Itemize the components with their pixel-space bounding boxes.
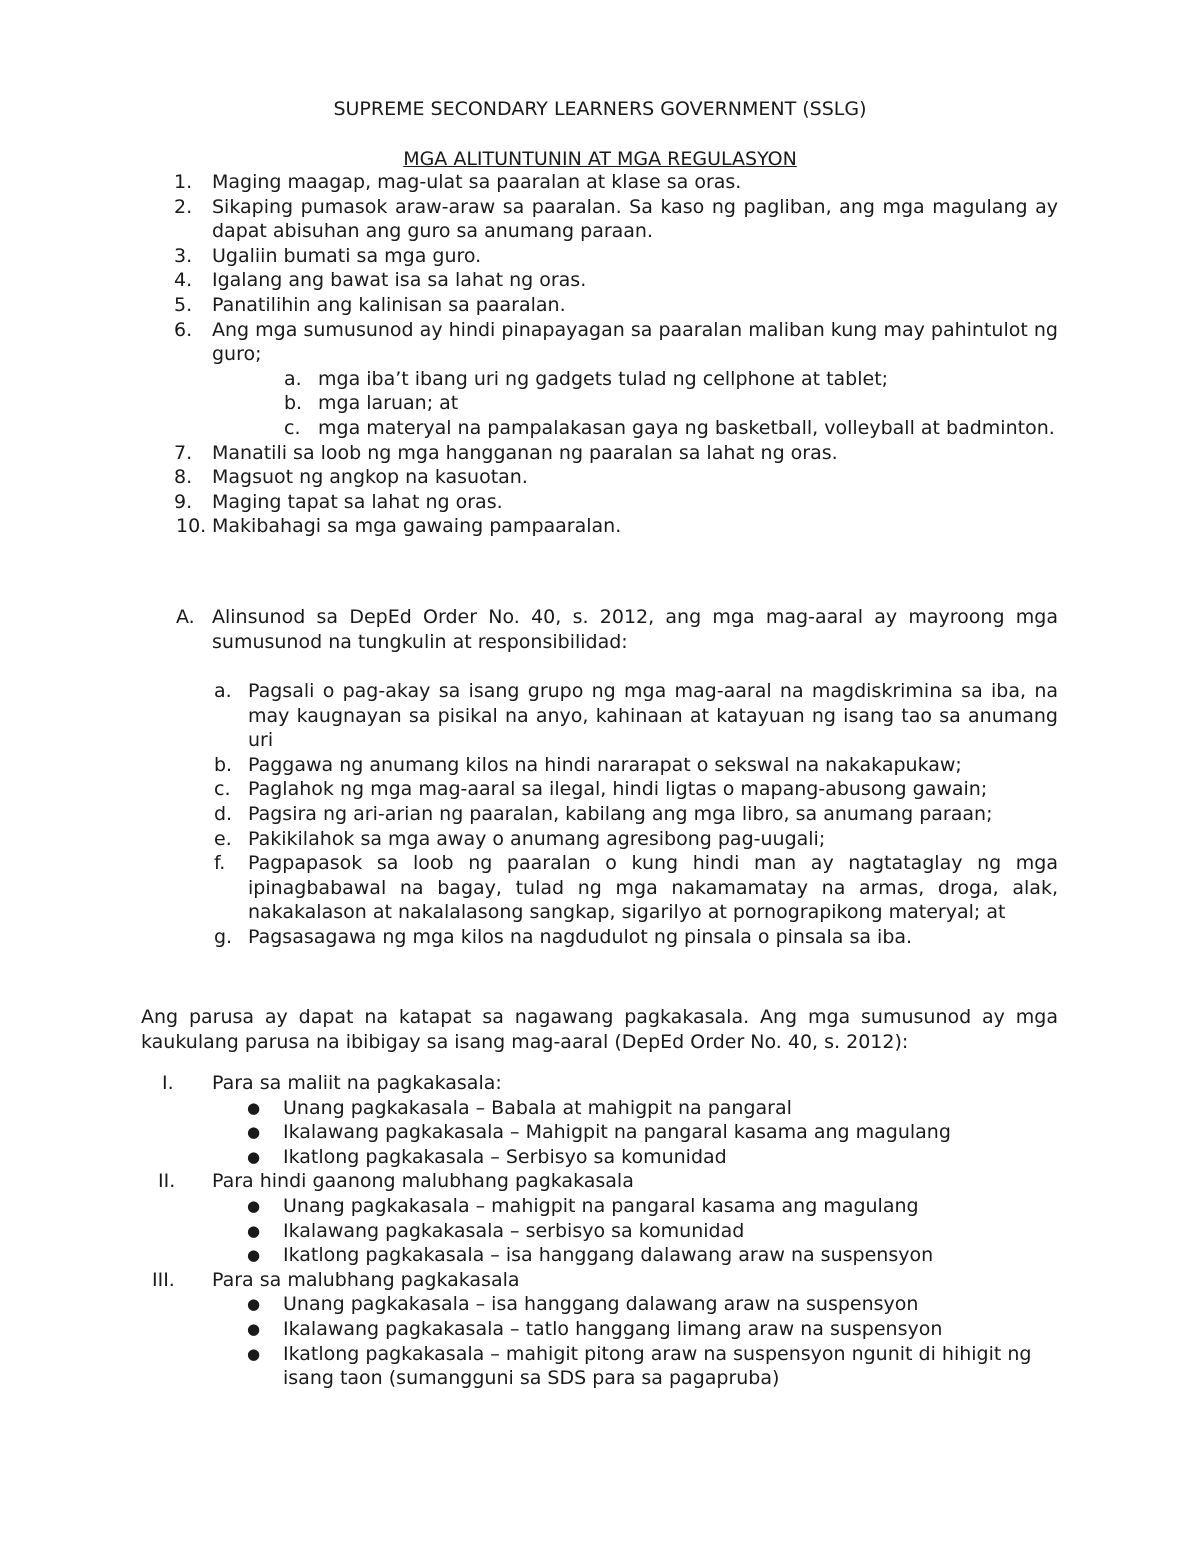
document-title: SUPREME SECONDARY LEARNERS GOVERNMENT (SSLG) (333, 98, 867, 120)
penalty-heading (152, 1268, 1058, 1293)
section-a-item-text: Pakikilahok sa mga away o anumang agresibong pag-uugali; (248, 827, 826, 850)
section-a-item-text: Pagpapasok sa loob ng paaralan o kung hindi man ay nagtataglay ng mga ipinagbabawal na bagay, tulad ng mga nakamamatay na armas, droga, alak, nakakalason at nakalalasong sangkap, sigarilyo at pornograpikong materyal; at (248, 852, 1058, 924)
penalty-item (247, 1317, 1058, 1342)
section-a-letter: d. (214, 802, 233, 825)
penalty-item (247, 1292, 1058, 1317)
section-a-item-text: Paglahok ng mga mag-aaral sa ilegal, hindi ligtas o mapang-abusong gawain; (248, 778, 988, 801)
section-a-list (0, 679, 1200, 950)
rule-number: 6. (174, 318, 193, 341)
penalty-item (247, 1219, 1058, 1244)
penalty-item-text: Ikatlong pagkakasala – mahigit pitong araw na suspensyon ngunit di hihigit ng isang taon (sumangguni sa SDS para sa pagapruba) (283, 1342, 1032, 1390)
penalty-intro-text: Ang parusa ay dapat na katapat sa nagawang pagkakasala. Ang mga sumusunod ay mga kaukulang parusa na ibibigay sa isang mag-aaral (DepEd Order No. 40, s. 2012): (141, 1006, 1058, 1053)
rule-text: Ang mga sumusunod ay hindi pinapayagan sa paaralan maliban kung may pahintulot ng guro; (212, 318, 1058, 366)
section-a-letter: e. (214, 827, 232, 850)
document-subtitle: MGA ALITUNTUNIN AT MGA REGULASYON (403, 148, 797, 170)
penalty-item-text: Unang pagkakasala – isa hanggang dalawang araw na suspensyon (283, 1293, 919, 1316)
section-a-text: Alinsunod sa DepEd Order No. 40, s. 2012, ang mga mag-aaral ay mayroong mga sumusunod na tungkulin at responsibilidad: (212, 606, 1058, 653)
rule-number: 1. (174, 171, 193, 193)
section-a-letter: b. (214, 753, 233, 776)
bullet-icon: ● (247, 1246, 261, 1265)
penalty-heading-text: Para sa malubhang pagkakasala (212, 1268, 520, 1291)
rule-number: 4. (174, 269, 193, 292)
penalty-intro (0, 1005, 1200, 1054)
bullet-icon: ● (247, 1147, 261, 1166)
rule-item (174, 170, 1058, 195)
section-a-item-text: Paggawa ng anumang kilos na hindi nararapat o sekswal na nakakapukaw; (248, 753, 962, 776)
rule-item (174, 490, 1058, 515)
bullet-icon: ● (247, 1319, 261, 1338)
penalty-heading-text: Para sa maliit na pagkakasala: (212, 1072, 502, 1094)
penalty-heading (158, 1169, 1058, 1194)
rule-text: Maging tapat sa lahat ng oras. (212, 490, 503, 513)
section-a (0, 605, 1200, 654)
bullet-icon: ● (247, 1123, 261, 1142)
penalty-item-text: Unang pagkakasala – Babala at mahigpit na pangaral (283, 1096, 792, 1119)
penalty-heading (162, 1071, 1058, 1096)
rules-list (0, 170, 1200, 539)
rule-text: Igalang ang bawat isa sa lahat ng oras. (212, 269, 587, 292)
section-a-item (214, 802, 1058, 827)
section-a-letter: a. (214, 680, 232, 702)
penalty-roman: I. (162, 1072, 174, 1094)
rule-item (174, 268, 1058, 293)
rule-number: 2. (174, 195, 193, 218)
section-a-paragraph (176, 605, 1058, 654)
section-a-item-text: Pagsasagawa ng mga kilos na nagdudulot ng pinsala o pinsala sa iba. (248, 925, 913, 948)
rule-sub-item (284, 391, 1058, 416)
section-a-marker: A. (176, 606, 195, 628)
rule-sub-letter: a. (284, 367, 302, 390)
rule-number: 10. (176, 515, 207, 538)
section-a-item (214, 827, 1058, 852)
penalty-heading-text: Para hindi gaanong malubhang pagkakasala (212, 1170, 634, 1193)
penalty-item (247, 1342, 1058, 1391)
rule-text: Sikaping pumasok araw-araw sa paaralan. Sa kaso ng pagliban, ang mga magulang ay dapat abisuhan ang guro sa anumang paraan. (212, 195, 1058, 243)
penalty-item (247, 1243, 1058, 1268)
section-a-item (214, 777, 1058, 802)
penalty-item-text: Ikatlong pagkakasala – isa hanggang dalawang araw na suspensyon (283, 1244, 934, 1267)
rule-item (174, 465, 1058, 490)
rule-number: 9. (174, 490, 193, 513)
section-a-letter: c. (214, 778, 231, 801)
rule-sub-letter: c. (284, 416, 301, 439)
penalty-item-text: Ikalawang pagkakasala – tatlo hanggang limang araw na suspensyon (283, 1317, 943, 1340)
section-a-item (214, 851, 1058, 925)
rule-sub-text: mga laruan; at (318, 392, 459, 415)
section-a-item (214, 753, 1058, 778)
bullet-icon: ● (247, 1221, 261, 1240)
section-a-item (214, 679, 1058, 753)
rule-text: Maging maagap, mag-ulat sa paaralan at klase sa oras. (212, 171, 742, 193)
penalty-item (247, 1096, 1058, 1121)
bullet-icon: ● (247, 1196, 261, 1215)
penalty-item-text: Ikatlong pagkakasala – Serbisyo sa komunidad (283, 1145, 727, 1168)
rule-sub-item (284, 416, 1058, 441)
rule-number: 3. (174, 244, 193, 267)
penalty-list (0, 1071, 1200, 1391)
penalty-item (247, 1194, 1058, 1219)
rule-item (174, 244, 1058, 269)
penalty-item-text: Ikalawang pagkakasala – Mahigpit na pangaral kasama ang magulang (283, 1121, 951, 1144)
penalty-item (247, 1145, 1058, 1170)
rule-number: 5. (174, 293, 193, 316)
section-a-item (214, 925, 1058, 950)
section-a-letter: f. (214, 852, 226, 875)
bullet-icon: ● (247, 1295, 261, 1314)
rule-sub-item (284, 367, 1058, 392)
rule-text: Ugaliin bumati sa mga guro. (212, 244, 482, 267)
penalty-item-text: Ikalawang pagkakasala – serbisyo sa komunidad (283, 1219, 745, 1242)
rule-text: Magsuot ng angkop na kasuotan. (212, 466, 528, 489)
section-a-item-text: Pagsira ng ari-arian ng paaralan, kabilang ang mga libro, sa anumang paraan; (248, 802, 993, 825)
penalty-roman: III. (152, 1268, 175, 1291)
section-a-letter: g. (214, 925, 233, 948)
rule-item (174, 318, 1058, 367)
penalty-item (247, 1120, 1058, 1145)
penalty-item-text: Unang pagkakasala – mahigpit na pangaral kasama ang magulang (283, 1194, 919, 1217)
rule-item (176, 514, 1058, 539)
rule-item (174, 293, 1058, 318)
section-a-item-text: Pagsali o pag-akay sa isang grupo ng mga mag-aaral na magdiskrimina sa iba, na may kaugnayan sa pisikal na anyo, kahinaan at katayuan ng isang tao sa anumang uri (248, 680, 1058, 752)
rule-sub-letter: b. (284, 392, 303, 415)
rule-text: Makibahagi sa mga gawaing pampaaralan. (212, 515, 622, 538)
rule-text: Manatili sa loob ng mga hangganan ng paaralan sa lahat ng oras. (212, 441, 838, 464)
bullet-icon: ● (247, 1098, 261, 1117)
bullet-icon: ● (247, 1344, 261, 1363)
rule-text: Panatilihin ang kalinisan sa paaralan. (212, 293, 566, 316)
rule-item (174, 195, 1058, 244)
rule-sub-text: mga iba’t ibang uri ng gadgets tulad ng cellphone at tablet; (318, 367, 889, 390)
rule-sub-text: mga materyal na pampalakasan gaya ng basketball, volleyball at badminton. (318, 416, 1055, 439)
rule-number: 7. (174, 441, 193, 464)
penalty-roman: II. (158, 1170, 176, 1193)
rule-item (174, 441, 1058, 466)
rule-number: 8. (174, 466, 193, 489)
